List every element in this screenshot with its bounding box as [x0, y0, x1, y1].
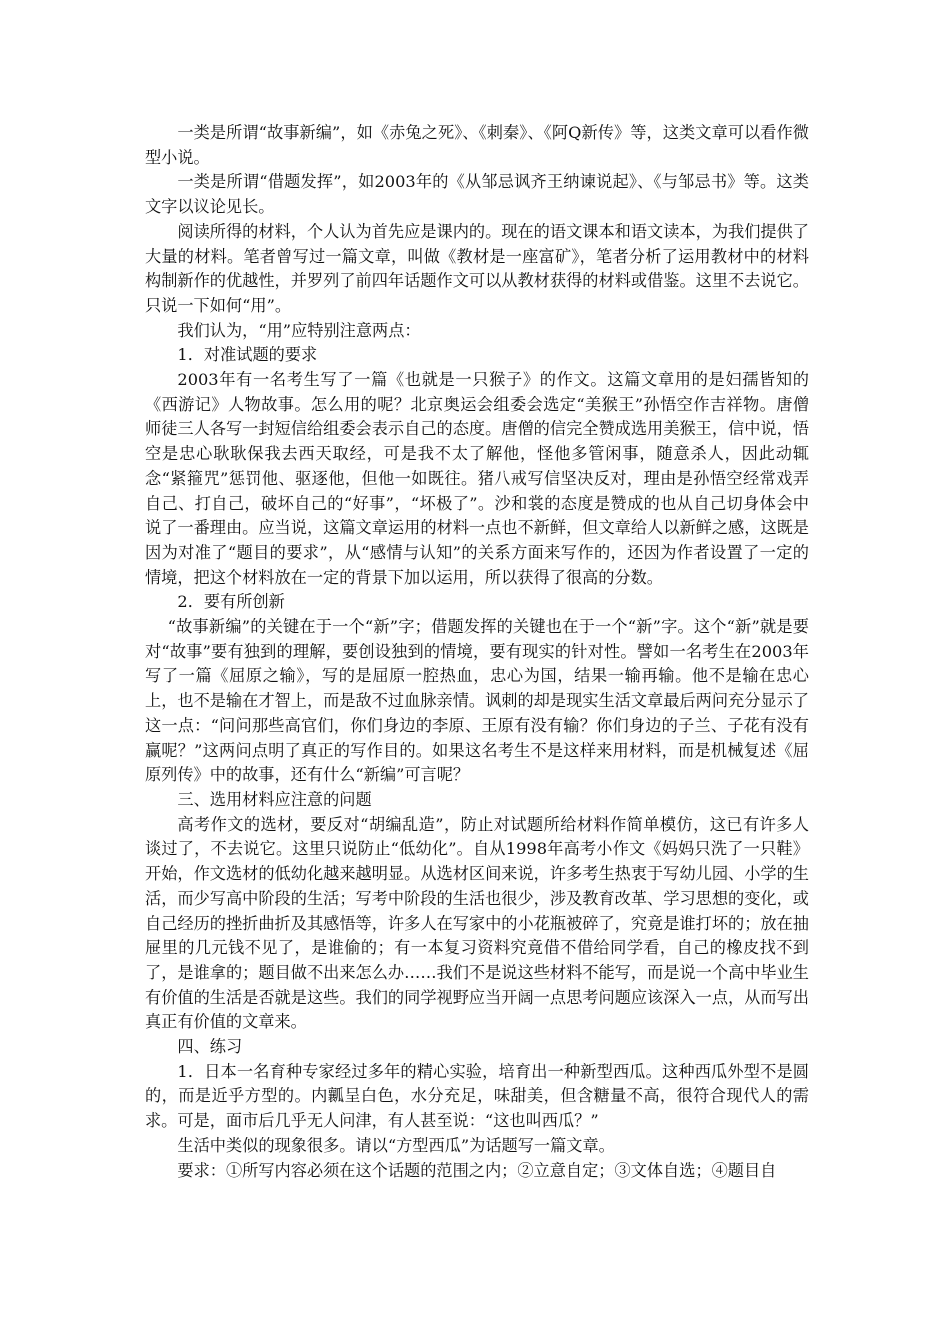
paragraph-borrowed-topic: 一类是所谓“借题发挥”，如2003年的《从邹忌讽齐王纳谏说起》、《与邹忌书》等。这类文字以议论见长。	[145, 172, 809, 217]
section-heading-exercises: 四、练习	[177, 1037, 243, 1057]
subheading-innovation: 2．要有所创新	[177, 592, 285, 612]
paragraph-requirements: 要求：①所写内容必须在这个话题的范围之内；②立意自定；③文体自选；④题目自	[177, 1160, 777, 1180]
paragraph-monkey-example: 2003年有一名考生写了一篇《也就是一只猴子》的作文。这篇文章用的是妇孺皆知的《西游记》人物故事。怎么用的呢？北京奥运会组委会选定“美猴王”孙悟空作吉祥物。唐僧师徒三人各写一封短信给组委会表示自己的态度。唐僧的信完全赞成选用美猴王，信中说，悟空是忠心耿耿保我去西天取经，可是我不太了解他，怪他多管闲事，随意杀人，因此动辄念“紧箍咒”惩罚他、驱逐他，但他一如既往。猪八戒写信坚决反对，理由是孙悟空经常戏弄自己、打自己，破坏自己的“好事”，“坏极了”。沙和裳的态度是赞成的也从自己切身体会中说了一番理由。应当说，这篇文章运用的材料一点也不新鲜，但文章给人以新鲜之感，这既是因为对准了“题目的要求”，从“感情与认知”的关系方面来写作的，还因为作者设置了一定的情境，把这个材料放在一定的背景下加以运用，所以获得了很高的分数。	[145, 370, 809, 587]
paragraph-qu-yuan-example: “故事新编”的关键在于一个“新”字；借题发挥的关键也在于一个“新”字。这个“新”就是要对“故事”要有独到的理解，要创设独到的情境，要有现实的针对性。譬如一名考生在2003年写了一篇《屈原之输》，写的是屈原一腔热血，忠心为国，结果一输再输。他不是输在忠心上，也不是输在才智上，而是敌不过血脉亲情。讽刺的却是现实生活文章最后两问充分显示了这一点：“问问那些高官们，你们身边的李原、王原有没有输？你们身边的子兰、子花有没有赢呢？”这两问点明了真正的写作目的。如果这名考生不是这样来用材料，而是机械复述《屈原列传》中的故事，还有什么“新编”可言呢？	[145, 617, 809, 785]
paragraph-story-retelling: 一类是所谓“故事新编”，如《赤兔之死》、《刺秦》、《阿Q新传》等，这类文章可以看作微型小说。	[145, 123, 809, 167]
paragraph-writing-prompt: 生活中类似的现象很多。请以“方型西瓜”为话题写一篇文章。	[177, 1135, 615, 1155]
paragraph-square-watermelon: 1．日本一名育种专家经过多年的精心实验，培育出一种新型西瓜。这种西瓜外型不是圆的，而是近乎方型的。内瓤呈白色，水分充足，味甜美，但含糖量不高，很符合现代人的需求。可是，面市后几乎无人问津，有人甚至说：“这也叫西瓜？”	[145, 1061, 809, 1131]
paragraph-avoid-childish: 高考作文的选材，要反对“胡编乱造”，防止对试题所给材料作简单模仿，这已有许多人谈过了，不去说它。这里只说防止“低幼化”。自从1998年高考小作文《妈妈只洗了一只鞋》开始，作文选材的低幼化越来越明显。从选材区间来说，许多考生热衷于写幼儿园、小学的生活，而少写高中阶段的生活；写考中阶段的生活也很少，涉及教育改革、学习思想的变化，或自己经历的挫折曲折及其感悟等，许多人在写家中的小花瓶被碎了，究竟是谁打坏的；放在抽屉里的几元钱不见了，是谁偷的；有一本复习资料究竟借不借给同学看，自己的橡皮找不到了，是谁拿的；题目做不出来怎么办……我们不是说这些材料不能写，而是说一个高中毕业生有价值的生活是否就是这些。我们的同学视野应当开阔一点思考问题应该深入一点，从而写出真正有价值的文章来。	[145, 814, 809, 1032]
section-heading-material-issues: 三、选用材料应注意的问题	[177, 789, 372, 809]
subheading-target-requirements: 1．对准试题的要求	[177, 345, 318, 365]
paragraph-two-points: 我们认为，“用”应特别注意两点：	[177, 320, 421, 340]
paragraph-reading-materials: 阅读所得的材料，个人认为首先应是课内的。现在的语文课本和语文读本，为我们提供了大量的材料。笔者曾写过一篇文章，叫做《教材是一座富矿》，笔者分析了运用教材中的材料构制新作的优越性，并罗列了前四年话题作文可以从教材获得的材料或借鉴。这里不去说它。只说一下如何“用”。	[145, 221, 809, 315]
document-body	[145, 121, 809, 1183]
